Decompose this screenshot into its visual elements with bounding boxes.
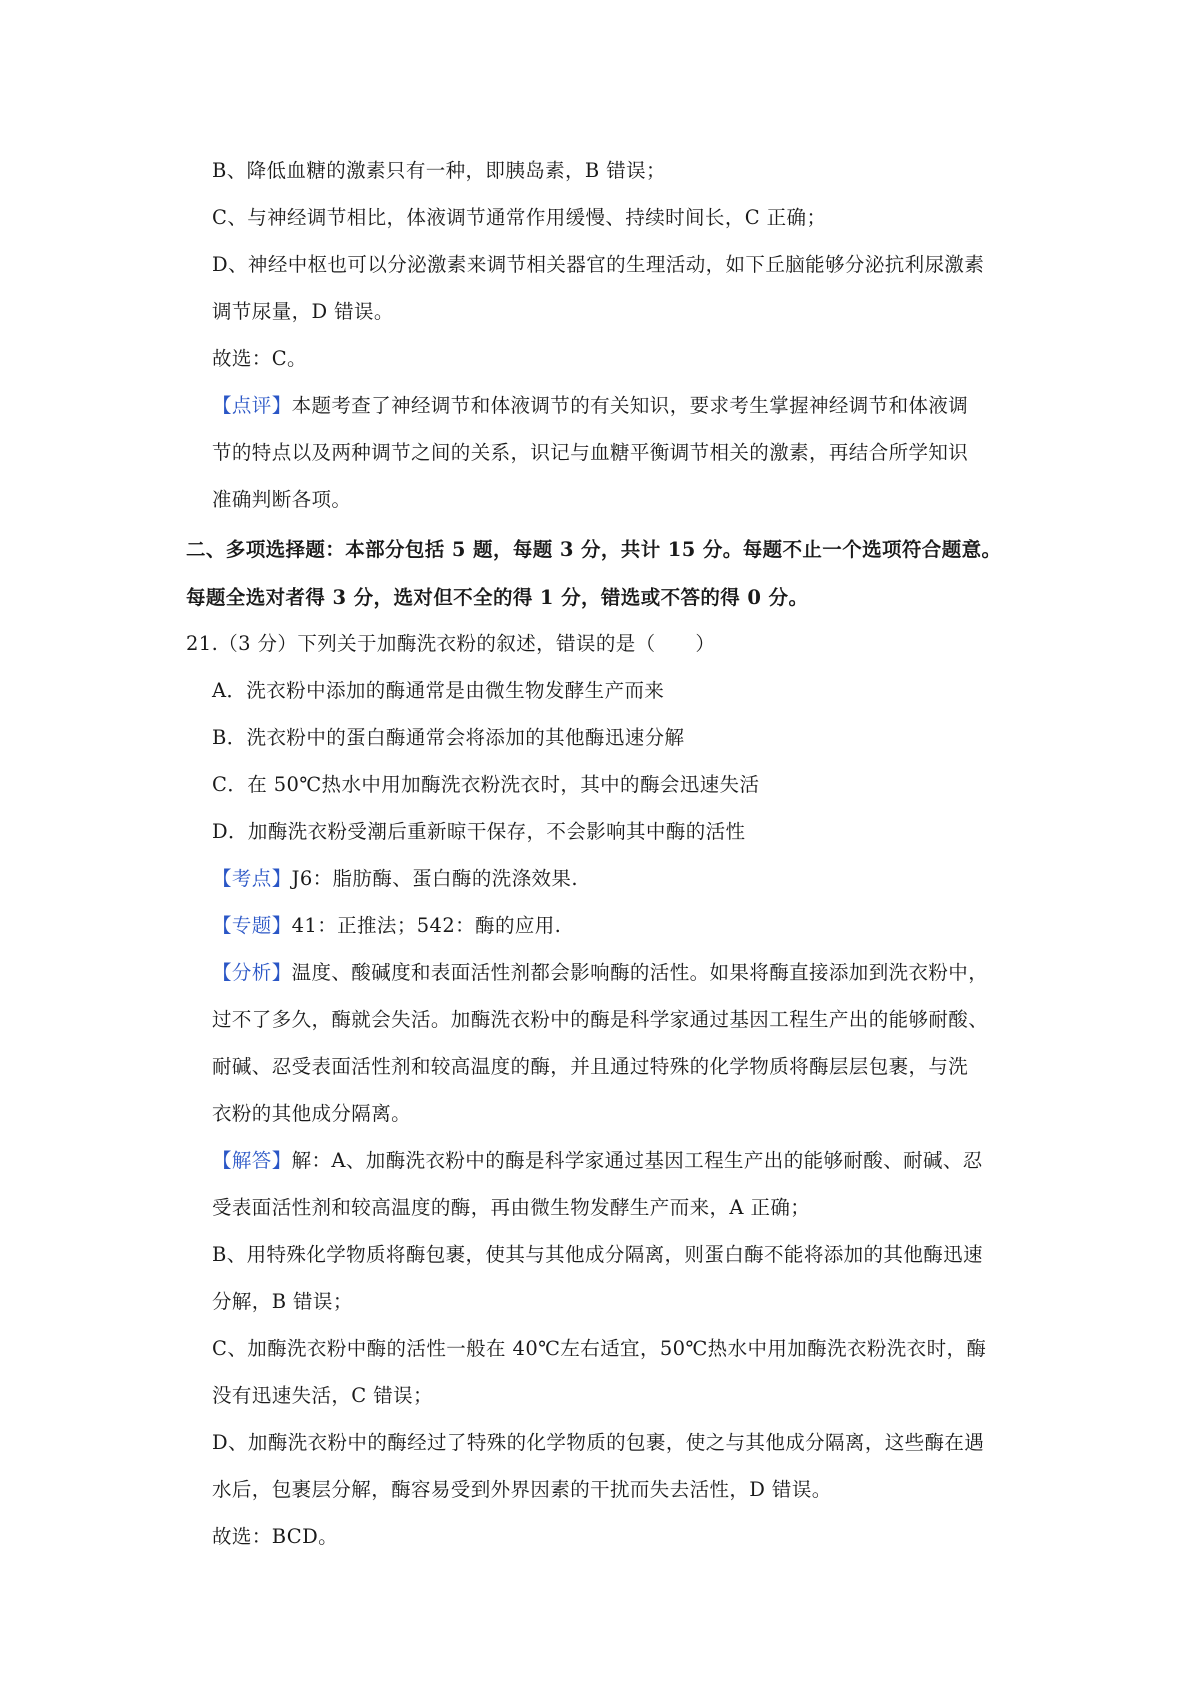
jieda-b-line2: 分解，B 错误； [212,1290,353,1313]
kaodian-tag: 【考点】 [212,867,292,890]
comment-text: 本题考查了神经调节和体液调节的有关知识，要求考生掌握神经调节和体液调 [291,394,969,417]
jieda-text: 解：A、加酶洗衣粉中的酶是科学家通过基因工程生产出的能够耐酸、耐碱、忍 [291,1149,983,1172]
prev-answer: 故选：C。 [212,347,307,370]
kaodian-line [212,865,578,893]
section-heading-line2: 每题全选对者得 3 分，选对但不全的得 1 分，错选或不答的得 0 分。 [186,586,809,609]
prev-option-d-analysis-line2: 调节尿量，D 错误。 [212,300,394,323]
prev-option-b-analysis: B、降低血糖的激素只有一种，即胰岛素，B 错误； [212,159,666,182]
fenxi-line2: 过不了多久，酶就会失活。加酶洗衣粉中的酶是科学家通过基因工程生产出的能够耐酸、 [212,1008,989,1031]
fenxi-tag: 【分析】 [212,961,292,984]
kaodian-text: J6：脂肪酶、蛋白酶的洗涤效果. [291,867,578,890]
zhuanti-tag: 【专题】 [212,914,292,937]
option-b: B．洗衣粉中的蛋白酶通常会将添加的其他酶迅速分解 [212,726,685,749]
fenxi-line3: 耐碱、忍受表面活性剂和较高温度的酶，并且通过特殊的化学物质将酶层层包裹，与洗 [212,1055,969,1078]
comment-line3: 准确判断各项。 [212,488,352,511]
prev-option-d-analysis-line1: D、神经中枢也可以分泌激素来调节相关器官的生理活动，如下丘脑能够分泌抗利尿激素 [212,253,985,276]
option-a: A．洗衣粉中添加的酶通常是由微生物发酵生产而来 [212,679,665,702]
comment-tag: 【点评】 [212,394,292,417]
comment-line1 [212,392,968,420]
final-answer: 故选：BCD。 [212,1525,339,1548]
jieda-d-line2: 水后，包裹层分解，酶容易受到外界因素的干扰而失去活性，D 错误。 [212,1478,832,1501]
jieda-line2: 受表面活性剂和较高温度的酶，再由微生物发酵生产而来，A 正确； [212,1196,811,1219]
prev-option-c-analysis: C、与神经调节相比，体液调节通常作用缓慢、持续时间长，C 正确； [212,206,827,229]
comment-line2: 节的特点以及两种调节之间的关系，识记与血糖平衡调节相关的激素，再结合所学知识 [212,441,969,464]
fenxi-line1 [212,959,988,987]
option-c: C．在 50℃热水中用加酶洗衣粉洗衣时，其中的酶会迅速失活 [212,773,760,796]
jieda-d-line1: D、加酶洗衣粉中的酶经过了特殊的化学物质的包裹，使之与其他成分隔离，这些酶在遇 [212,1431,985,1454]
fenxi-line4: 衣粉的其他成分隔离。 [212,1102,412,1125]
jieda-tag: 【解答】 [212,1149,292,1172]
jieda-b-line1: B、用特殊化学物质将酶包裹，使其与其他成分隔离，则蛋白酶不能将添加的其他酶迅速 [212,1243,983,1266]
section-heading-line1: 二、多项选择题：本部分包括 5 题，每题 3 分，共计 15 分。每题不止一个选项符合题意。 [186,538,1002,561]
zhuanti-line [212,912,561,940]
option-d: D．加酶洗衣粉受潮后重新晾干保存，不会影响其中酶的活性 [212,820,746,843]
jieda-c-line2: 没有迅速失活，C 错误； [212,1384,433,1407]
jieda-c-line1: C、加酶洗衣粉中酶的活性一般在 40℃左右适宜，50℃热水中用加酶洗衣粉洗衣时，酶 [212,1337,987,1360]
fenxi-text: 温度、酸碱度和表面活性剂都会影响酶的活性。如果将酶直接添加到洗衣粉中， [291,961,989,984]
question-stem: 21.（3 分）下列关于加酶洗衣粉的叙述，错误的是（ ） [186,632,716,655]
jieda-line1 [212,1147,983,1175]
zhuanti-text: 41：正推法；542：酶的应用. [291,914,562,937]
